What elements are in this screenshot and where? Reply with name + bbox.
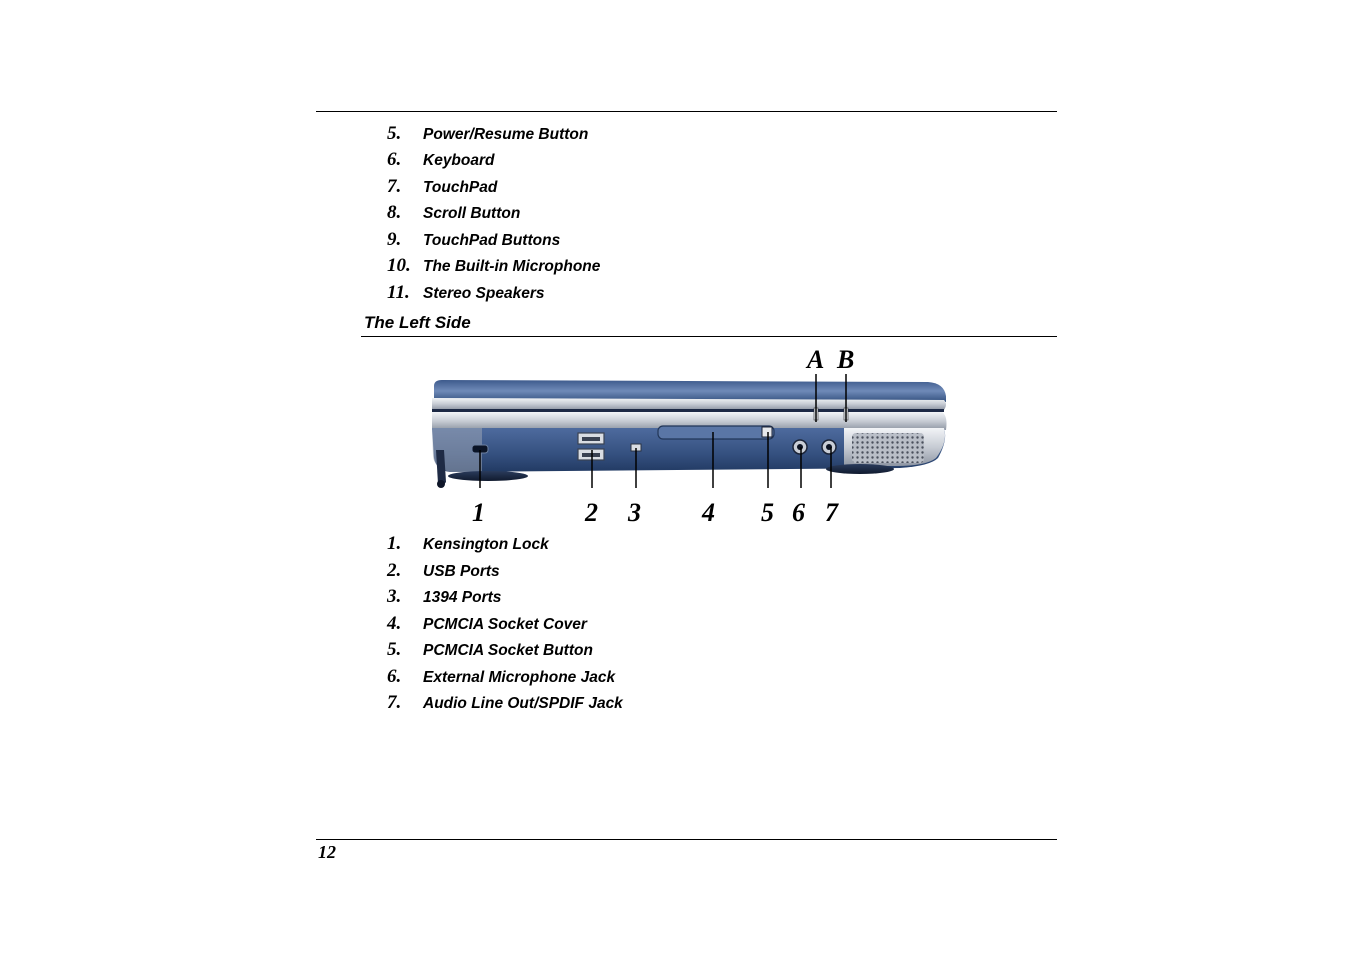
pcmcia-socket-button bbox=[762, 427, 772, 437]
section-rule bbox=[361, 336, 1057, 337]
speaker-grille bbox=[852, 433, 924, 463]
list-item-label: Scroll Button bbox=[423, 205, 521, 222]
callout-label-6: 6 bbox=[792, 498, 805, 527]
list-item-number: 7. bbox=[387, 176, 402, 197]
list-item-label: The Built-in Microphone bbox=[423, 258, 601, 275]
list-item-label: Stereo Speakers bbox=[423, 285, 545, 302]
list-item-label: 1394 Ports bbox=[423, 589, 502, 606]
list-item-number: 6. bbox=[387, 666, 402, 687]
list-item-number: 10. bbox=[387, 255, 411, 276]
list-item-label: Kensington Lock bbox=[423, 536, 549, 553]
list-item-number: 9. bbox=[387, 229, 402, 250]
list-item-number: 3. bbox=[387, 586, 402, 607]
section-heading: The Left Side bbox=[364, 313, 471, 332]
page-number: 12 bbox=[318, 842, 336, 862]
list-item-number: 1. bbox=[387, 533, 402, 554]
lid-silver-edge bbox=[432, 398, 946, 410]
front-foot bbox=[826, 464, 894, 474]
callout-label-a: A bbox=[807, 345, 825, 374]
callout-label-5: 5 bbox=[761, 498, 774, 527]
hinge-cap bbox=[437, 480, 445, 488]
list-item-number: 2. bbox=[387, 560, 402, 581]
list-item-label: TouchPad bbox=[423, 179, 498, 196]
list-item-label: Keyboard bbox=[423, 152, 495, 169]
list-item-number: 5. bbox=[387, 123, 402, 144]
footer-rule bbox=[316, 839, 1057, 840]
callout-label-b: B bbox=[837, 345, 855, 374]
list-item-number: 11. bbox=[387, 282, 410, 303]
callout-label-7: 7 bbox=[825, 498, 838, 527]
lid-seam bbox=[432, 409, 944, 412]
list-item-number: 4. bbox=[387, 613, 402, 634]
pcmcia-socket-cover bbox=[658, 426, 774, 439]
callout-label-3: 3 bbox=[628, 498, 641, 527]
list-item-label: PCMCIA Socket Cover bbox=[423, 616, 587, 633]
list-item-number: 5. bbox=[387, 639, 402, 660]
list-item-number: 8. bbox=[387, 202, 402, 223]
list-item-label: Power/Resume Button bbox=[423, 126, 589, 143]
list-item-number: 7. bbox=[387, 692, 402, 713]
rear-foot bbox=[448, 471, 528, 481]
list-item-label: TouchPad Buttons bbox=[423, 232, 561, 249]
callout-label-2: 2 bbox=[585, 498, 598, 527]
list-item-number: 6. bbox=[387, 149, 402, 170]
list-item-label: Audio Line Out/SPDIF Jack bbox=[423, 695, 623, 712]
callout-label-4: 4 bbox=[702, 498, 715, 527]
list-item-label: PCMCIA Socket Button bbox=[423, 642, 593, 659]
header-rule bbox=[316, 111, 1057, 112]
list-item-label: USB Ports bbox=[423, 563, 500, 580]
list-item-label: External Microphone Jack bbox=[423, 669, 616, 686]
callout-label-1: 1 bbox=[472, 498, 485, 527]
laptop-left-side-figure bbox=[420, 340, 960, 530]
